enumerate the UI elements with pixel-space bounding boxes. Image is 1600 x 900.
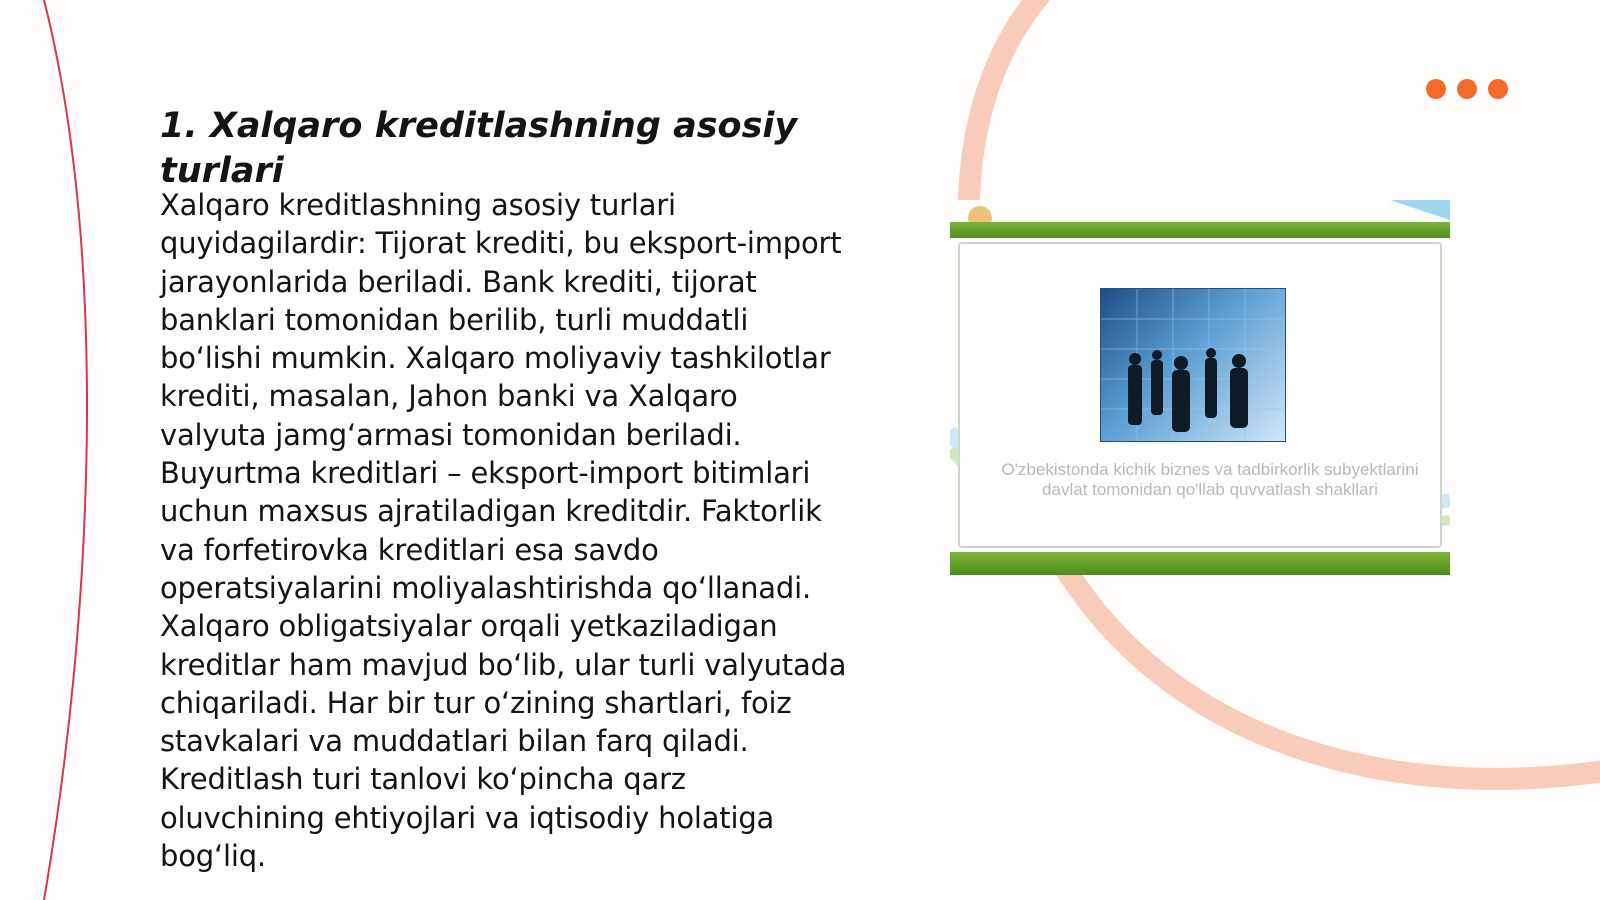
three-dots-icon <box>1426 79 1508 99</box>
slide-picture <box>950 200 1450 575</box>
dot <box>1457 79 1477 99</box>
slide-body-text: Xalqaro kreditlashning asosiy turlari quyidagilardir: Tijorat krediti, bu eksport-import jarayonlarida beriladi. Bank krediti, tijorat banklari tomonidan berilib, turli muddatli bo‘lishi mumkin. Xalqaro moliyaviy tashkilotlar krediti, masalan, Jahon banki va Xalqaro valyuta jamg‘armasi tomonidan beriladi. Buyurtma kreditlari – eksport-import bitimlari uchun maxsus ajratiladigan kreditdir. Faktorlik va forfetirovka kreditlari esa savdo operatsiyalarini moliyalashtirishda qo‘llanadi. Xalqaro obligatsiyalar orqali yetkaziladigan kreditlar ham mavjud bo‘lib, ular turli valyutada chiqariladi. Har bir tur o‘zining shartlari, foiz stavkalari va muddatlari bilan farq qiladi. Kreditlash turi tanlovi ko‘pincha qarz oluvchining ehtiyojlari va iqtisodiy holatiga bog‘liq. <box>160 188 847 874</box>
business-people-photo <box>1100 288 1286 442</box>
business-people-silhouettes <box>1101 289 1285 441</box>
dot <box>1488 79 1508 99</box>
picture-frame <box>958 242 1442 548</box>
left-accent-line <box>44 0 87 900</box>
picture-caption: O'zbekistonda kichik biznes va tadbirkorlik subyektlarini davlat tomonidan qo'llab quvvatlash shakllari <box>1001 460 1419 499</box>
picture-bottom-bar <box>950 552 1450 575</box>
dot <box>1426 79 1446 99</box>
picture-top-bar <box>950 222 1450 238</box>
slide-title: 1. Xalqaro kreditlashning asosiy turlari <box>160 106 798 191</box>
